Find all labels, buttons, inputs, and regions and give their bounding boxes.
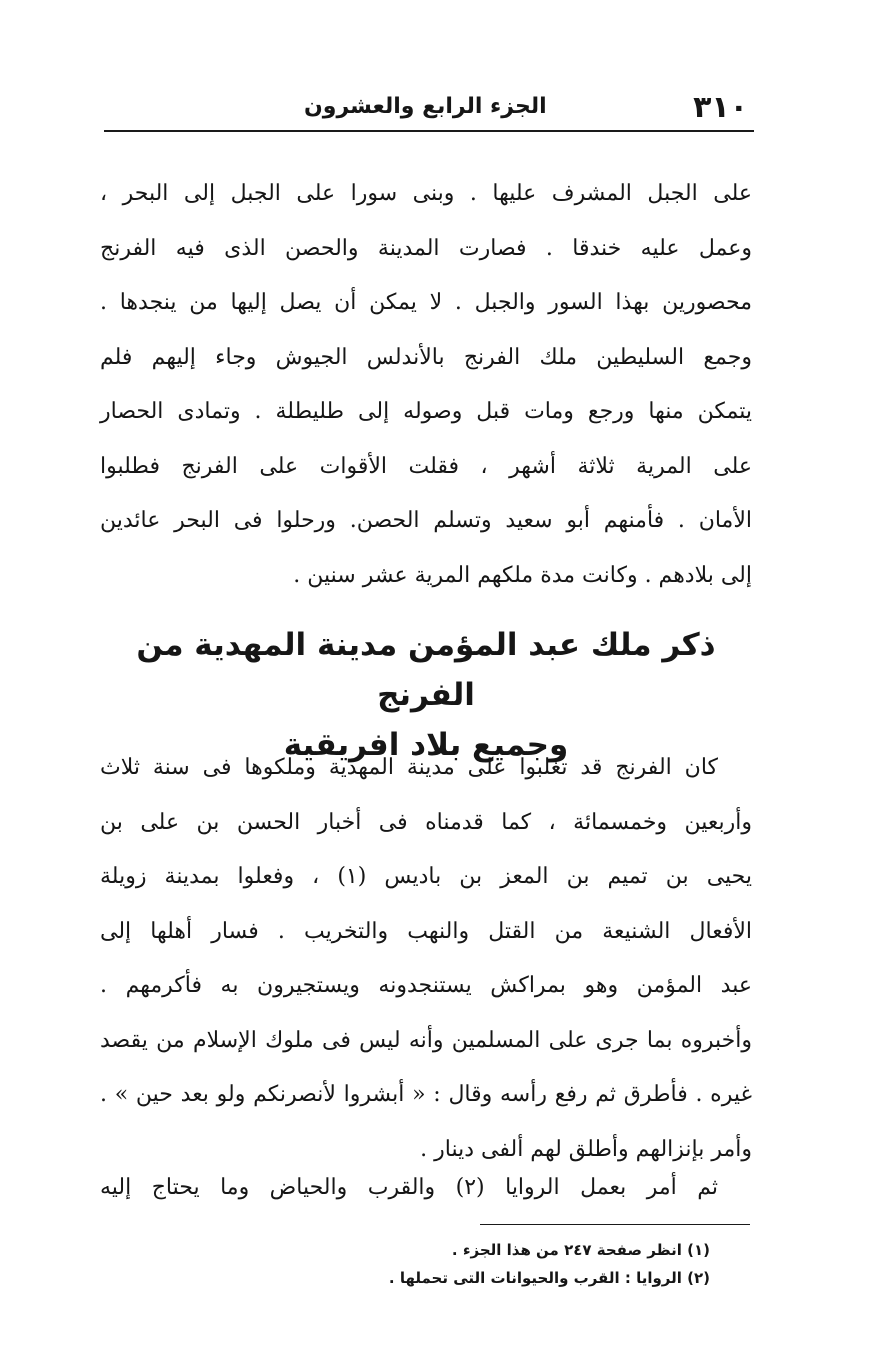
running-title: الجزء الرابع والعشرون bbox=[304, 94, 547, 119]
text-line: كان الفرنج قد تغلبوا على مدينة المهدية وملكوها فى سنة ثلاث bbox=[100, 755, 718, 780]
paragraph-1 bbox=[100, 167, 752, 603]
text-line: محصورين بهذا السور والجبل . لا يمكن أن يصل إليها من ينجدها . bbox=[100, 290, 752, 315]
text-line: وأخبروه بما جرى على المسلمين وأنه ليس فى ملوك الإسلام من يقصد bbox=[100, 1027, 752, 1053]
text-line: يحيى بن تميم بن المعز بن باديس (١) ، وفعلوا بمدينة زويلة bbox=[100, 864, 752, 889]
text-line: وجمع السليطين ملك الفرنج بالأندلس الجيوش وجاء إليهم فلم bbox=[100, 344, 752, 370]
running-header bbox=[104, 88, 752, 128]
paragraph-2 bbox=[100, 741, 752, 1177]
footnote-1: (١) انظر صفحة ٢٤٧ من هذا الجزء . bbox=[451, 1241, 710, 1259]
header-rule bbox=[104, 130, 754, 132]
text-line: ثم أمر بعمل الروايا (٢) والقرب والحياض وما يحتاج إليه bbox=[100, 1175, 718, 1200]
section-heading-line-1: ذكر ملك عبد المؤمن مدينة المهدية من الفرنج bbox=[136, 627, 716, 713]
text-line: إلى بلادهم . وكانت مدة ملكهم المرية عشر سنين . bbox=[293, 562, 752, 588]
text-line: الأفعال الشنيعة من القتل والنهب والتخريب . فسار أهلها إلى bbox=[100, 918, 752, 944]
text-line: عبد المؤمن وهو بمراكش يستنجدونه ويستجيرون به فأكرمهم . bbox=[100, 973, 752, 998]
text-line: الأمان . فأمنهم أبو سعيد وتسلم الحصن. ورحلوا فى البحر عائدين bbox=[100, 508, 752, 533]
text-line: على الجبل المشرف عليها . وبنى سورا على الجبل إلى البحر ، bbox=[100, 181, 752, 206]
text-line: وعمل عليه خندقا . فصارت المدينة والحصن الذى فيه الفرنج bbox=[100, 235, 752, 261]
page-number: ٣١٠ bbox=[693, 90, 748, 125]
text-line: على المرية ثلاثة أشهر ، فقلت الأقوات على الفرنج فطلبوا bbox=[100, 453, 752, 479]
section-heading-line-2: وجميع بلاد افريقية bbox=[283, 727, 569, 763]
footnote-rule bbox=[480, 1224, 750, 1225]
text-line: وأربعين وخمسمائة ، كما قدمناه فى أخبار الحسن بن على بن bbox=[100, 809, 752, 835]
text-line: يتمكن منها ورجع ومات قبل وصوله إلى طليطلة . وتمادى الحصار bbox=[100, 399, 752, 424]
text-line: غيره . فأطرق ثم رفع رأسه وقال : « أبشروا لأنصرنكم ولو بعد حين » . bbox=[100, 1082, 752, 1107]
footnote-2: (٢) الروايا : القرب والحيوانات التى تحملها . bbox=[388, 1269, 710, 1287]
text-line: وأمر بإنزالهم وأطلق لهم ألفى دينار . bbox=[420, 1136, 752, 1162]
footnotes bbox=[300, 1236, 710, 1292]
paragraph-3 bbox=[100, 1161, 752, 1216]
